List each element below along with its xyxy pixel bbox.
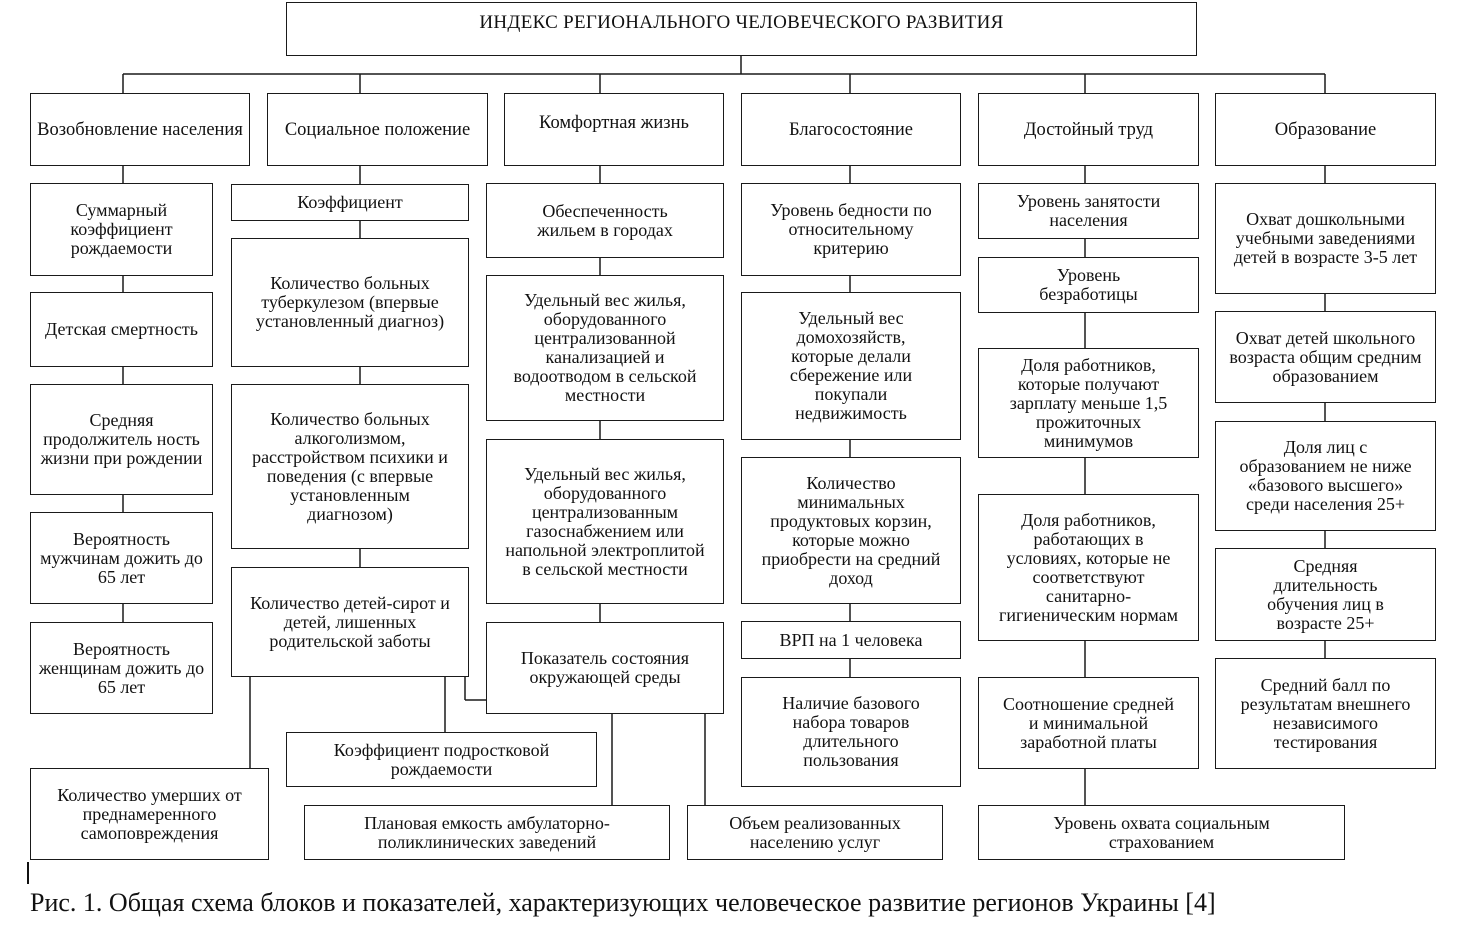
indicator-label: Средний балл по результатам внешнего независимого тестирования: [1240, 674, 1411, 752]
category-welfare: [741, 93, 961, 166]
indicator-label: Вероятность женщинам дожить до 65 лет: [38, 638, 205, 697]
indicator-box-services: [687, 805, 943, 860]
indicator-box: [1215, 311, 1436, 403]
indicator-box: [978, 183, 1199, 239]
indicator-box-teen-birth: [286, 732, 597, 787]
indicator-label: Уровень бедности по относительному критерию: [770, 200, 932, 258]
category-label: Возобновление населения: [37, 119, 243, 140]
indicator-box: [30, 622, 213, 714]
indicator-box: [30, 384, 213, 495]
indicator-box: [741, 621, 961, 659]
indicator-box: [486, 183, 724, 258]
indicator-box: [231, 238, 469, 367]
category-social-position: [267, 93, 488, 166]
indicator-label: Коэффициент: [297, 192, 403, 212]
category-label: Образование: [1274, 119, 1377, 140]
indicator-label: Обеспеченность жильем в городах: [537, 200, 673, 240]
indicator-label: Удельный вес жилья, оборудованного централизованной канализацией и водоотводом в сельской местности: [513, 290, 697, 405]
indicator-box: [741, 183, 961, 276]
category-population-renewal: [30, 93, 250, 166]
indicator-label: Плановая емкость амбулаторно-поликлинических заведений: [364, 812, 610, 852]
indicator-box: [231, 184, 469, 221]
indicator-label: Соотношение средней и минимальной заработной платы: [1002, 693, 1175, 752]
indicator-box: [1215, 548, 1436, 641]
index-title: ИНДЕКС РЕГИОНАЛЬНОГО ЧЕЛОВЕЧЕСКОГО РАЗВИТИЯ: [479, 12, 1004, 33]
indicator-label: Доля работников, которые получают зарплату меньше 1,5 прожиточных минимумов: [1009, 354, 1168, 451]
index-title-box: [286, 2, 1197, 56]
indicator-box-insurance: [978, 805, 1345, 860]
indicator-label: ВРП на 1 человека: [779, 629, 923, 650]
indicator-label: Детская смертность: [45, 319, 198, 339]
indicator-label: Количество минимальных продуктовых корзин, которые можно приобрести на средний доход: [761, 472, 941, 588]
category-education: [1215, 93, 1436, 166]
indicator-label: Средняя длительность обучения лиц в возрасте 25+: [1267, 555, 1384, 633]
indicator-label: Уровень занятости населения: [1016, 191, 1161, 230]
indicator-label: Количество умерших от преднамеренного самоповреждения: [57, 784, 242, 843]
category-label: Благосостояние: [788, 119, 914, 140]
indicator-box: [30, 292, 213, 367]
indicator-box: [978, 257, 1199, 313]
indicator-label: Количество детей-сирот и детей, лишенных родительской заботы: [250, 592, 450, 651]
indicator-label: Наличие базового набора товаров длительного пользования: [782, 693, 920, 770]
indicator-box: [30, 512, 213, 604]
indicator-label: Доля работников, работающих в условиях, которые не соответствуют санитарно-гигиеническим нормам: [998, 509, 1179, 625]
indicator-box: [741, 457, 961, 604]
figure-caption: Рис. 1. Общая схема блоков и показателей, характеризующих человеческое развитие регионов Украины [4]: [30, 888, 1216, 917]
indicator-label: Количество больных туберкулезом (впервые установленный диагноз): [255, 273, 445, 331]
indicator-box-clinics: [304, 805, 670, 860]
indicator-label: Показатель состояния окружающей среды: [520, 648, 690, 687]
indicator-label: Объем реализованных населению услуг: [729, 812, 901, 852]
indicator-box: [486, 439, 724, 604]
indicator-box: [978, 348, 1199, 458]
category-decent-work: [978, 93, 1199, 166]
indicator-box-suicide: [30, 768, 269, 860]
indicator-box: [1215, 183, 1436, 294]
indicator-label: Охват детей школьного возраста общим средним образованием: [1229, 327, 1422, 386]
indicator-label: Средняя продолжитель ность жизни при рождении: [40, 410, 203, 468]
indicator-box: [978, 677, 1199, 769]
indicator-box: [486, 622, 724, 714]
category-label: Социальное положение: [284, 119, 471, 140]
indicator-box: [1215, 421, 1436, 531]
indicator-label: Вероятность мужчинам дожить до 65 лет: [40, 528, 203, 587]
indicator-box: [30, 183, 213, 276]
indicator-box: [231, 567, 469, 677]
indicator-box: [231, 384, 469, 549]
category-label: Достойный труд: [1023, 119, 1154, 140]
indicator-box: [741, 292, 961, 440]
indicator-label: Количество больных алкоголизмом, расстройством психики и поведения (с впервые установленным диагнозом): [252, 408, 448, 524]
indicator-label: Суммарный коэффициент рождаемости: [70, 200, 173, 258]
indicator-box: [978, 494, 1199, 641]
indicator-box: [1215, 658, 1436, 769]
indicator-label: Охват дошкольными учебными заведениями детей в возрасте 3-5 лет: [1233, 209, 1418, 267]
indicator-label: Уровень охвата социальным страхованием: [1053, 812, 1270, 852]
category-label: Комфортная жизнь: [539, 113, 689, 133]
indicator-label: Уровень безработицы: [1039, 265, 1138, 304]
indicator-box: [741, 677, 961, 787]
indicator-label: Доля лиц с образованием не ниже «базового высшего» среди населения 25+: [1239, 437, 1412, 514]
indicator-label: Удельный вес жилья, оборудованного централизованным газоснабжением или напольной электроплитой в сельской местности: [505, 463, 705, 579]
category-comfortable-life: [504, 93, 724, 166]
text-cursor-mark: [27, 862, 29, 884]
indicator-label: Удельный вес домохозяйств, которые делали сбережение или покупали недвижимость: [789, 308, 913, 423]
indicator-label: Коэффициент подростковой рождаемости: [333, 739, 550, 779]
indicator-box: [486, 275, 724, 421]
